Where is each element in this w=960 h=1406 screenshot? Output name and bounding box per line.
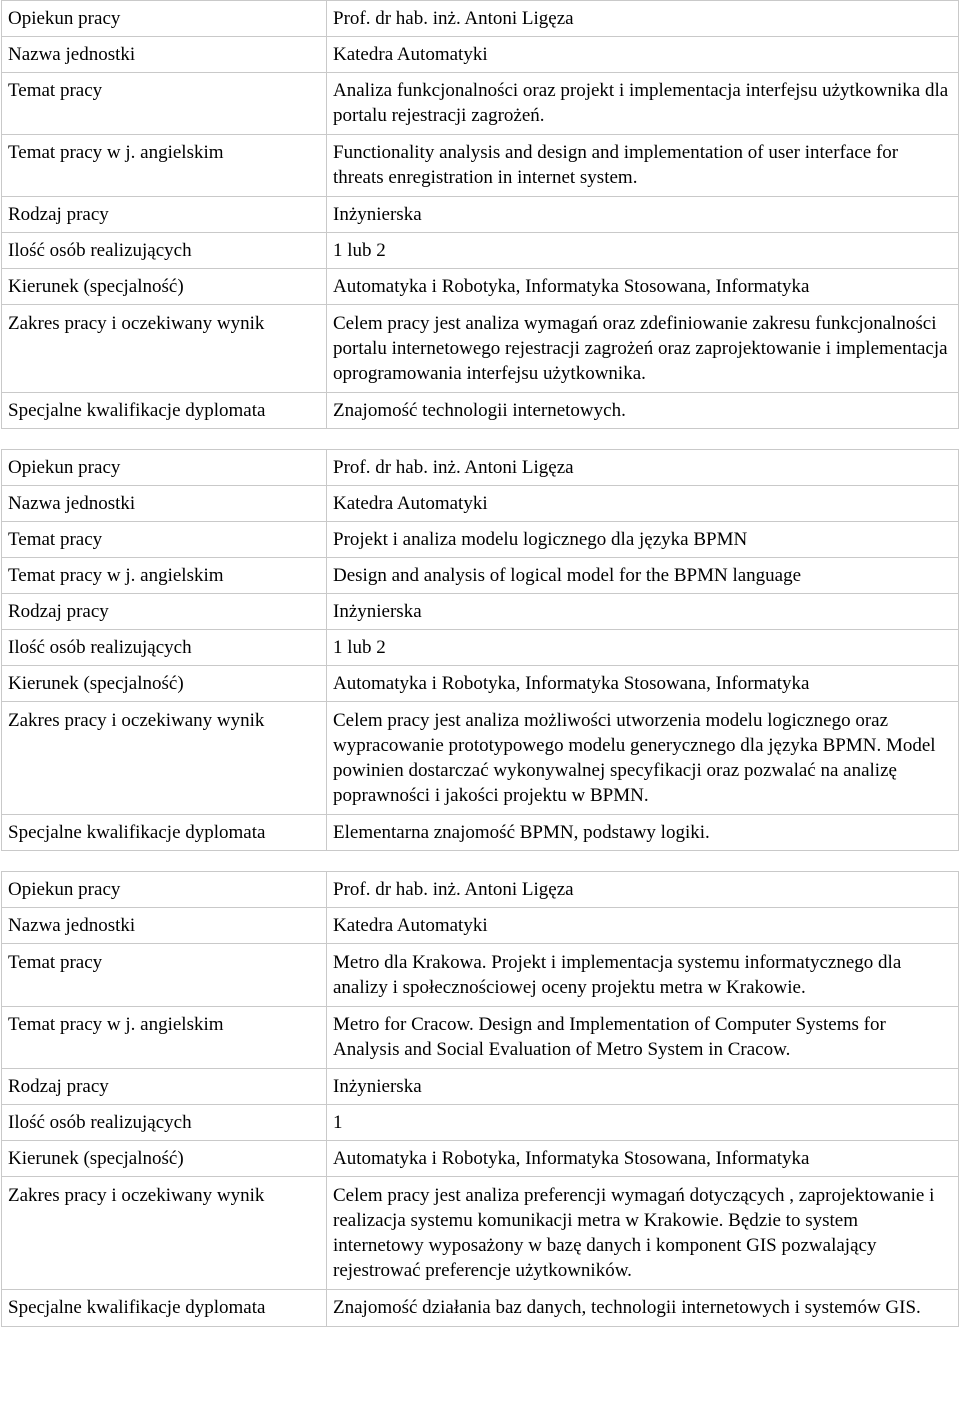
row-topic-en (2, 558, 959, 594)
unit-label: Nazwa jednostki (2, 37, 327, 73)
direction-label: Kierunek (specjalność) (2, 666, 327, 702)
row-scope (2, 305, 959, 393)
topic-value: Projekt i analiza modelu logicznego dla języka BPMN (327, 522, 959, 558)
row-qualifications (2, 393, 959, 429)
unit-value: Katedra Automatyki (327, 908, 959, 944)
row-unit (2, 908, 959, 944)
type-value: Inżynierska (327, 1069, 959, 1105)
supervisor-value: Prof. dr hab. inż. Antoni Ligęza (327, 1, 959, 37)
qualifications-value: Znajomość technologii internetowych. (327, 393, 959, 429)
record-separator (0, 429, 960, 449)
topic-en-value: Metro for Cracow. Design and Implementation of Computer Systems for Analysis and Social Evaluation of Metro System in Cracow. (327, 1007, 959, 1069)
row-type (2, 594, 959, 630)
record-separator (0, 851, 960, 871)
scope-value: Celem pracy jest analiza wymagań oraz zdefiniowanie zakresu funkcjonalności portalu internetowego rejestracji zagrożeń oraz zaprojektowanie i implementacja oprogramowania interfejsu użytkownika. (327, 305, 959, 393)
direction-value: Automatyka i Robotyka, Informatyka Stosowana, Informatyka (327, 1141, 959, 1177)
topic-label: Temat pracy (2, 73, 327, 135)
direction-label: Kierunek (specjalność) (2, 269, 327, 305)
row-topic (2, 944, 959, 1007)
row-topic (2, 73, 959, 135)
supervisor-label: Opiekun pracy (2, 450, 327, 486)
row-qualifications (2, 815, 959, 851)
type-label: Rodzaj pracy (2, 1069, 327, 1105)
people-label: Ilość osób realizujących (2, 233, 327, 269)
topic-en-value: Design and analysis of logical model for the BPMN language (327, 558, 959, 594)
row-people (2, 1105, 959, 1141)
topic-label: Temat pracy (2, 522, 327, 558)
type-value: Inżynierska (327, 594, 959, 630)
row-supervisor (2, 450, 959, 486)
supervisor-value: Prof. dr hab. inż. Antoni Ligęza (327, 450, 959, 486)
direction-value: Automatyka i Robotyka, Informatyka Stosowana, Informatyka (327, 269, 959, 305)
scope-value: Celem pracy jest analiza preferencji wymagań dotyczących , zaprojektowanie i realizacja systemu komunikacji metra w Krakowie. Będzie to system internetowy wyposażony w bazę danych i komponent GIS pozwalający rejestrować preferencje użytkowników. (327, 1177, 959, 1290)
people-value: 1 lub 2 (327, 630, 959, 666)
row-direction (2, 269, 959, 305)
supervisor-value: Prof. dr hab. inż. Antoni Ligęza (327, 872, 959, 908)
topic-en-label: Temat pracy w j. angielskim (2, 1007, 327, 1069)
unit-label: Nazwa jednostki (2, 908, 327, 944)
row-scope (2, 1177, 959, 1290)
scope-label: Zakres pracy i oczekiwany wynik (2, 702, 327, 815)
row-qualifications (2, 1290, 959, 1327)
type-value: Inżynierska (327, 197, 959, 233)
row-direction (2, 666, 959, 702)
topic-en-label: Temat pracy w j. angielskim (2, 558, 327, 594)
people-label: Ilość osób realizujących (2, 630, 327, 666)
supervisor-label: Opiekun pracy (2, 872, 327, 908)
unit-value: Katedra Automatyki (327, 37, 959, 73)
row-unit (2, 37, 959, 73)
row-scope (2, 702, 959, 815)
topic-label: Temat pracy (2, 944, 327, 1007)
people-value: 1 (327, 1105, 959, 1141)
row-topic (2, 522, 959, 558)
thesis-record-3 (1, 871, 959, 1327)
topic-en-label: Temat pracy w j. angielskim (2, 135, 327, 197)
row-type (2, 197, 959, 233)
topic-en-value: Functionality analysis and design and implementation of user interface for threats enregistration in internet system. (327, 135, 959, 197)
qualifications-label: Specjalne kwalifikacje dyplomata (2, 815, 327, 851)
thesis-record-2 (1, 449, 959, 851)
people-value: 1 lub 2 (327, 233, 959, 269)
row-supervisor (2, 1, 959, 37)
row-unit (2, 486, 959, 522)
topic-value: Metro dla Krakowa. Projekt i implementacja systemu informatycznego dla analizy i społecznościowej oceny projektu metra w Krakowie. (327, 944, 959, 1007)
row-people (2, 630, 959, 666)
row-topic-en (2, 1007, 959, 1069)
topic-value: Analiza funkcjonalności oraz projekt i implementacja interfejsu użytkownika dla portalu rejestracji zagrożeń. (327, 73, 959, 135)
qualifications-label: Specjalne kwalifikacje dyplomata (2, 1290, 327, 1327)
thesis-record-1 (1, 0, 959, 429)
direction-label: Kierunek (specjalność) (2, 1141, 327, 1177)
row-direction (2, 1141, 959, 1177)
row-topic-en (2, 135, 959, 197)
row-supervisor (2, 872, 959, 908)
qualifications-value: Znajomość działania baz danych, technologii internetowych i systemów GIS. (327, 1290, 959, 1327)
qualifications-value: Elementarna znajomość BPMN, podstawy logiki. (327, 815, 959, 851)
type-label: Rodzaj pracy (2, 594, 327, 630)
row-type (2, 1069, 959, 1105)
scope-label: Zakres pracy i oczekiwany wynik (2, 305, 327, 393)
scope-label: Zakres pracy i oczekiwany wynik (2, 1177, 327, 1290)
unit-value: Katedra Automatyki (327, 486, 959, 522)
people-label: Ilość osób realizujących (2, 1105, 327, 1141)
qualifications-label: Specjalne kwalifikacje dyplomata (2, 393, 327, 429)
scope-value: Celem pracy jest analiza możliwości utworzenia modelu logicznego oraz wypracowanie prototypowego modelu generycznego dla języka BPMN. Model powinien dostarczać wykonywalnej specyfikacji oraz pozwalać na analizę poprawności i jakości projektu w BPMN. (327, 702, 959, 815)
direction-value: Automatyka i Robotyka, Informatyka Stosowana, Informatyka (327, 666, 959, 702)
row-people (2, 233, 959, 269)
unit-label: Nazwa jednostki (2, 486, 327, 522)
supervisor-label: Opiekun pracy (2, 1, 327, 37)
type-label: Rodzaj pracy (2, 197, 327, 233)
